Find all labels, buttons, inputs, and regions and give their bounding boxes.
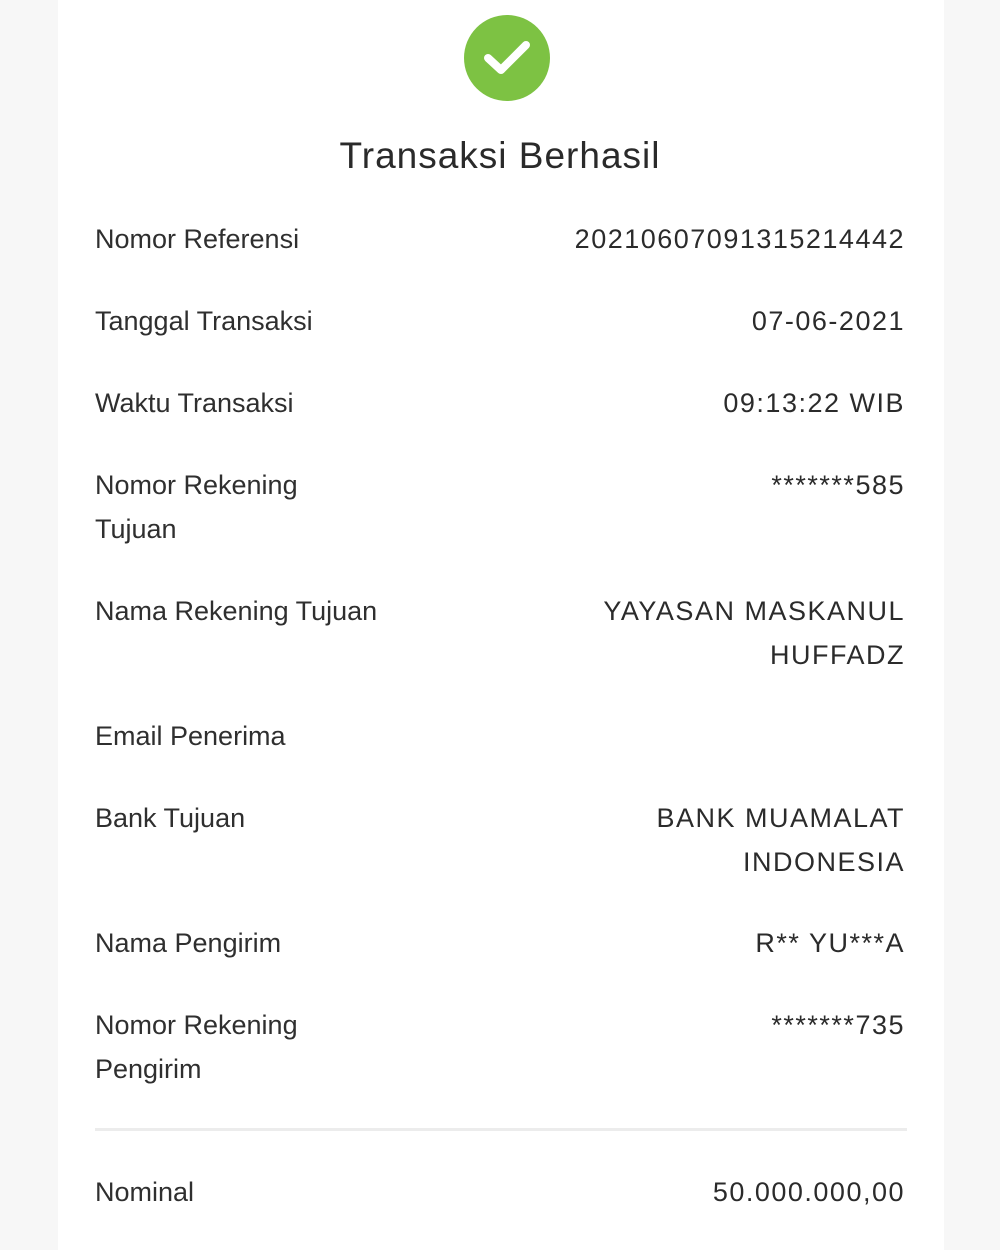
detail-label: Nomor Rekening Tujuan	[95, 470, 298, 544]
success-check-icon	[464, 15, 550, 101]
divider	[95, 1128, 907, 1131]
total-value: 50.000.000,00	[712, 1177, 905, 1207]
detail-value: *******585	[771, 470, 905, 500]
detail-value: BANK MUAMALAT INDONESIA	[656, 803, 905, 877]
detail-label: Email Penerima	[95, 721, 286, 751]
detail-label: Nomor Rekening Pengirim	[95, 1010, 298, 1084]
detail-value: 09:13:22 WIB	[723, 388, 905, 418]
detail-value: YAYASAN MASKANUL HUFFADZ	[603, 596, 905, 670]
detail-label: Nama Rekening Tujuan	[95, 596, 378, 626]
total-label: Nominal	[95, 1177, 195, 1207]
detail-label: Waktu Transaksi	[95, 388, 294, 418]
detail-value: R** YU***A	[755, 928, 905, 958]
detail-label: Bank Tujuan	[95, 803, 246, 833]
detail-value: 20210607091315214442	[574, 224, 905, 254]
detail-label: Tanggal Transaksi	[95, 306, 313, 336]
detail-value: *******735	[771, 1010, 905, 1040]
transaction-status-title: Transaksi Berhasil	[339, 135, 661, 176]
detail-label: Nomor Referensi	[95, 224, 300, 254]
detail-value: 07-06-2021	[751, 306, 905, 336]
detail-label: Nama Pengirim	[95, 928, 282, 958]
